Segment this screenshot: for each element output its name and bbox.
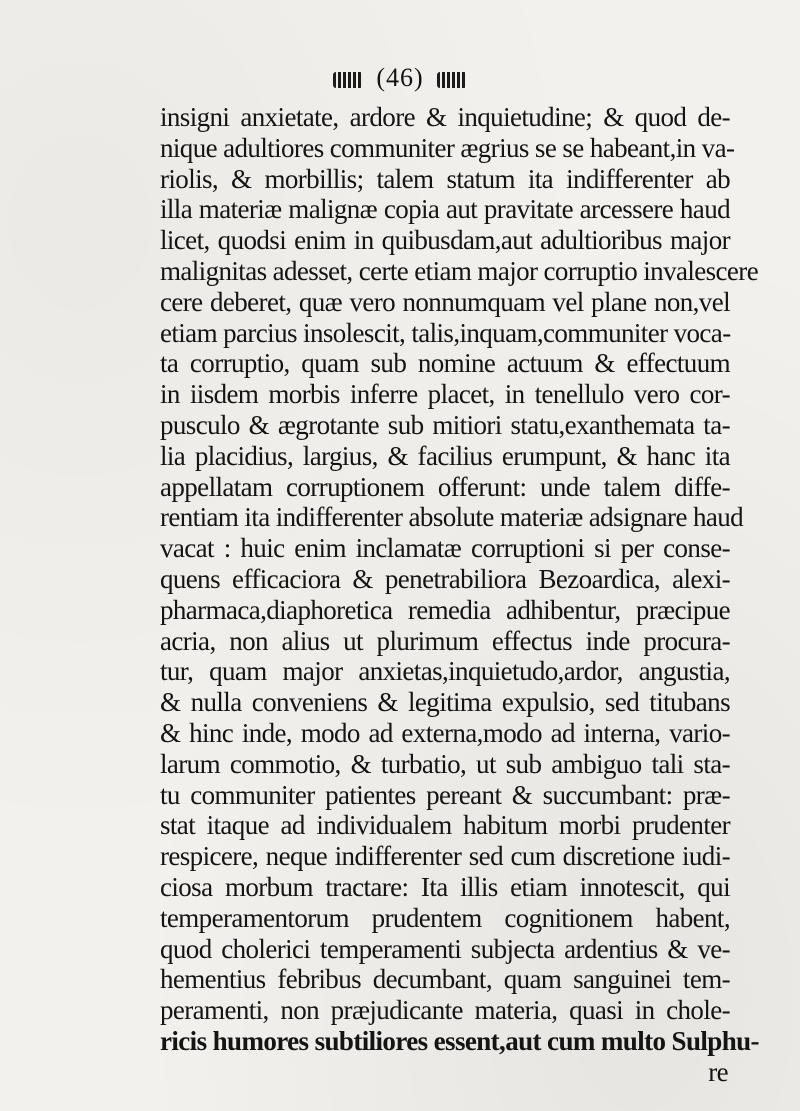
text-line: vacat : huic enim inclamatæ corruptioni si per conse- [160, 533, 730, 564]
text-line: pusculo & ægrotante sub mitiori statu,exanthemata ta- [160, 409, 730, 440]
text-line: lia placidius, largius, & facilius erumpunt, & hanc ita [160, 440, 730, 471]
text-line: & nulla conveniens & legitima expulsio, sed titubans [160, 687, 730, 718]
text-line: pharmaca,diaphoretica remedia adhibentur, præcipue [160, 594, 730, 625]
text-line: insigni anxietate, ardore & inquietudine; & quod de- [160, 102, 730, 132]
text-line: nique adultiores communiter ægrius se se habeant,in va- [160, 132, 735, 163]
text-line: tu communiter patientes pereant & succumbant: præ- [160, 779, 730, 810]
text-line: respicere, neque indifferenter sed cum discretione iudi- [160, 841, 730, 872]
text-line: stat itaque ad individualem habitum morbi prudenter [160, 810, 730, 841]
text-line: riolis, & morbillis; talem statum ita indifferenter ab [160, 163, 730, 194]
text-line: illa materiæ malignæ copia aut pravitate arcessere haud [160, 194, 730, 225]
body-text [160, 102, 759, 1088]
text-line: in iisdem morbis inferre placet, in tenellulo vero cor- [160, 379, 730, 410]
text-line: peramenti, non præjudicante materia, quasi in chole- [160, 995, 730, 1026]
text-line: malignitas adesset, certe etiam major corruptio invalescere [160, 255, 759, 286]
text-line: tur, quam major anxietas,inquietudo,ardor, angustia, [160, 656, 730, 687]
page-header [0, 58, 800, 98]
text-line: cere deberet, quæ vero nonnumquam vel plane non,vel [160, 286, 730, 317]
text-line: ciosa morbum tractare: Ita illis etiam innotescit, qui [160, 871, 730, 902]
ornament-right-icon [437, 72, 467, 88]
text-line: temperamentorum prudentem cognitionem habent, [160, 902, 730, 933]
text-line: etiam parcius insolescit, talis,inquam,communiter voca- [160, 317, 731, 348]
catchword: re [708, 1056, 728, 1087]
text-line: appellatam corruptionem offerunt: unde talem diffe- [160, 471, 730, 502]
text-line: hementius febribus decumbant, quam sanguinei tem- [160, 964, 730, 995]
text-line: licet, quodsi enim in quibusdam,aut adultioribus major [160, 225, 730, 256]
text-line: quens efficaciora & penetrabiliora Bezoardica, alexi- [160, 563, 730, 594]
ornament-left-icon [333, 72, 363, 88]
text-line: ta corruptio, quam sub nomine actuum & effectuum [160, 348, 730, 379]
text-line: larum commotio, & turbatio, ut sub ambiguo tali sta- [160, 748, 730, 779]
page-number: (46) [376, 63, 424, 92]
text-line: acria, non alius ut plurimum effectus inde procura- [160, 625, 730, 656]
text-line: quod cholerici temperamenti subjecta ardentius & ve- [160, 933, 730, 964]
text-line: ricis humores subtiliores essent,aut cum multo Sulphu- [160, 1025, 759, 1056]
text-line: & hinc inde, modo ad externa,modo ad interna, vario- [160, 717, 730, 748]
text-line: rentiam ita indifferenter absolute materiæ adsignare haud [160, 502, 744, 533]
